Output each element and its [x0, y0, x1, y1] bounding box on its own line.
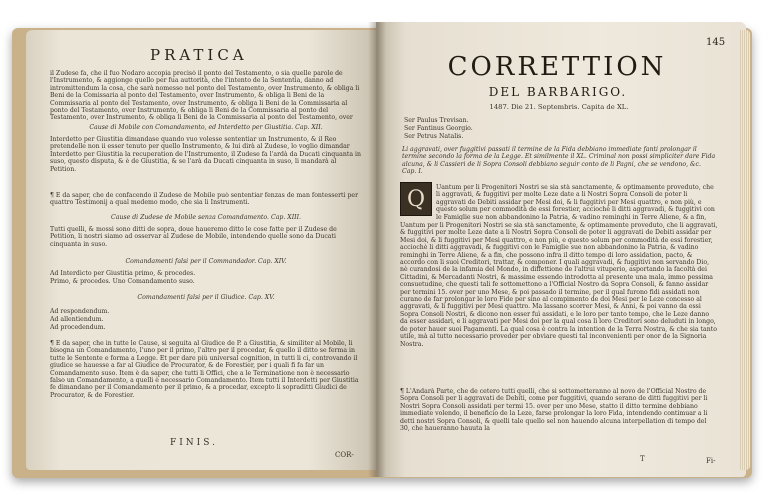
left-heading-cap-xv: Comandamenti falsi per il Giudice. Cap. XV. [137, 294, 275, 301]
left-page-running-title: PRATICA [150, 46, 248, 64]
body-paragraph-2: ¶ L'Andarà Parte, che de cetero tutti quelli, che si sottometteranno al novo de l'Official Nostro de Sopra Consoli per li aggravati de Debiti, come per fuggitivi, quando serano de ditti fuggitivi per li Nostri Sopra Consoli assidati per termi 15. over per uno Mese, statto il ditto termine debbiano immediate volendo, il beneficio de la Leze, farse prolongar la loro Fida, intendendo contimuar a li detti nostri Sopra Consoli, & quelli tale quello sel non hauendo alcuna interpellation di tempo del 30, che haueranno hauuta la [400, 388, 708, 433]
left-paragraph-2: Interdetto per Giustitia dimandase quando vuo volesse sententiar un Instrumento, & il Reo pretendelle non ii esser tenuto per quello Instrumento, & lui dirà al Zudese, lo voglio dimandar Interdetto per Giustitia la recuperation de l'Instrumento, il Zudese fa l'ardà da Ducati cinquanta in suso, questo disputa, & è de Giustitia, & se l'arà da Ducati cinquanta in suso, li mandarà al Petition. [50, 136, 361, 173]
right-page-subtitle: DEL BARBARIGO. [488, 85, 628, 99]
body-paragraph-1-cont [400, 222, 718, 382]
left-list-2-item-1: Ad respondendum. [50, 308, 110, 315]
left-list-2-item-3: Ad procedendum. [50, 324, 106, 331]
signatory-1: Ser Paulus Trevisan. [404, 117, 469, 124]
initial-letter: Q [406, 186, 426, 212]
left-paragraph-3: ¶ E da saper, che de confacendo il Zudese de Mobile può sententiar fenzas de man fontesserti per quattro Testimonij a qual medemo modo, che sia li Instrumenti. [50, 192, 359, 207]
signatory-2: Ser Fantinus Georgio. [404, 125, 473, 132]
left-finis: FINIS. [170, 438, 218, 448]
left-paragraph-4: Tutti quelli, & mossi sono ditti de sopra, doue haueremo ditto le cose fatte per il Zudese de Petition, li nostri siamo ad osservar al Zudese de Mobile, intendendo quelle sono da Ducati cinquanta in suso. [50, 226, 337, 248]
page-edges [740, 30, 750, 470]
decorated-initial [400, 182, 432, 216]
right-signature-mark: T [640, 455, 645, 463]
right-catchword: Fi- [706, 457, 716, 465]
date-line: 1487. Die 21. Septembris. Capita de XL. [489, 103, 629, 111]
left-list-2-item-2: Ad allentiendum. [50, 316, 104, 323]
left-heading-cap-xiii: Cause di Zudese de Mobile senza Comandamento. Cap. XIII. [111, 214, 301, 221]
left-catchword: COR- [335, 451, 354, 459]
body-paragraph-1-text: Uantum per li Progenitori Nostri se sia stà sanctamente, & optimamente proveduto, che li aggravati, & fuggitivi per molte Leze date a li Nostri Sopra Consoli de poter li aggravati de Debiti assidar per Mesi doi, & li fuggitivi per Mesi quattro, e non più, e questo solum per commodità de essi forestier, acciochè li ditti aggravadi, & fuggitivi con le Famiglie sue non abbandonino la Patria, & vadino reminghi in Terre Aliene, & a fin, che possono infra il ditto tempo di loro assidation, pacto, & accordo con li suoi Creditori, trattar, & componer. I quali aggravadi, & fuggitivi non servando Dio, nè curandosi de la infamia del Mondo, in diffettione de l'altrui vituperio, asportando la facoltà dei Cittadini, & Mercadanti Nostri, & massime essendo introdotta al presente una mala, immo pessima consuetudine, che questi tali fe sottomettono a l'Official Nostro da Sopra Consoli, & fanno assidar per termini 15. over per uno Mese, & poi passado il termine, per il qual furono fidi assidati non curano de far prolongar le loro Fide per sino al compimento de doi Mesi per le Leze concesso al aggravati, & li fuggitivi per Mesi quattro. Ma lassano scorrer Mesi, & Anni, & poi vanno da essi Sopra Consoli Nostri, & dicono non esser fuì assidati, e le loro per tanto tempo, che le Leze danno da esser assidari, e li aggravati per Mesi doi per la qual cosa li loro Creditori sono deluduti in longo, de poter hauer suoi Pagamenti. La qual cosa è contra la intention de la Terra Nostra, & che sia tanto utile, mà al tutto necessario proveder per obviare questi tal inconvenienti per onor de la Signoria Nostra. [400, 222, 718, 348]
body-paragraph-1-start: Uantum per li Progenitori Nostri se sia stà sanctamente, & optimamente proveduto, che li aggravati, & fuggitivi per molte Leze date a li Nostri Sopra Consoli de poter li aggravati de Debiti assidar per Mesi doi, & li fuggitivi per Mesi quattro, e non più, e questo solum per commodità de essi forestier, acciochè li ditti aggravadi, & fuggitivi con le Famiglie sue non abbandonino la Patria, & vadino reminghi in Terre Aliene, & a fin, [436, 184, 715, 220]
body-paragraph-1-wrap [436, 184, 718, 220]
page-number: 145 [706, 37, 726, 48]
left-heading-cap-xiv: Comandamenti falsi per il Commandador. Cap. XIV. [125, 258, 287, 265]
right-page-title: CORRETTION [447, 52, 667, 82]
left-heading-cap-xii: Cause di Mobile con Comandamento, ed Interdetto per Giustitia. Cap. XII. [89, 124, 323, 131]
chapter-rubric: Li aggravati, over fuggitivi passati il termine de la Fida debbiano immediate fanti prolongar il termine secondo la forma de la Legge. Et similmente il XL. Criminal non possi simpliciter dare Fida alcuna, & li Cassieri de li Sopra Consoli debbiano seguir conto de li Pagni, che se vendono, &c. Cap. I. [402, 146, 716, 176]
left-paragraph-5: ¶ E da saper, che in tutte le Cause, si seguita al Giudice de P. a Giustitia, & similiter al Mobile, li bisogna un Comandamento, l'uno per il primo, l'altro per il procedar, & quello il ditto se ferma in tutte le Sentente e forma a Legge. Et per dare più universal cognition, in tutti li ci, controvando il giudice se hauesse a far al Giudice de Procurator, & de Forestier, per i quali fi fa far un Comandamento suso. Item è da saper, che tutti li Offici, che a le Terminatione non è necessario falso un Comandamento, a quelli è necessario Comandamento. Item tutti il Interdetti per Giustitia fe dimandano per il Comandamento per il primo, & a procedar, excepto li sopraditti Giudici de Procurator, & de Forestier. [50, 340, 359, 399]
book-gutter [368, 22, 386, 477]
left-list-1-item-1: Ad Interdicto per Giustitia primo, & procedes. [50, 270, 196, 277]
signatory-3: Ser Petrus Natalis. [404, 133, 464, 140]
left-list-1-item-2: Primo, & procedes. Uno Comandamento suso. [50, 278, 195, 285]
left-paragraph-1: il Zudese fa, che il fuo Nodaro accopia precisò il ponto del Testamento, o sia quelle parole de l'Instrumento, & aggionge quello per fua auttorità, che l'intento de la Sententia, danno ad intromittendum la cosa, che sarà nomesso nel ponto del Testamento, over Instrumento, & obliga li Beni de la Comissaria al ponto del Testamento, over Instrumento, & obliga li Beni de la Commissaria al ponto del Testamento, over Instrumento, & obliga li Beni de la Commissaria al ponto del Testamento, over Instrumento, & obliga li Beni de la Commissaria al ponto del Testamento, over Instrumento, & obliga li Beni de la Commissaria al ponto del Testamento, over [50, 70, 360, 120]
